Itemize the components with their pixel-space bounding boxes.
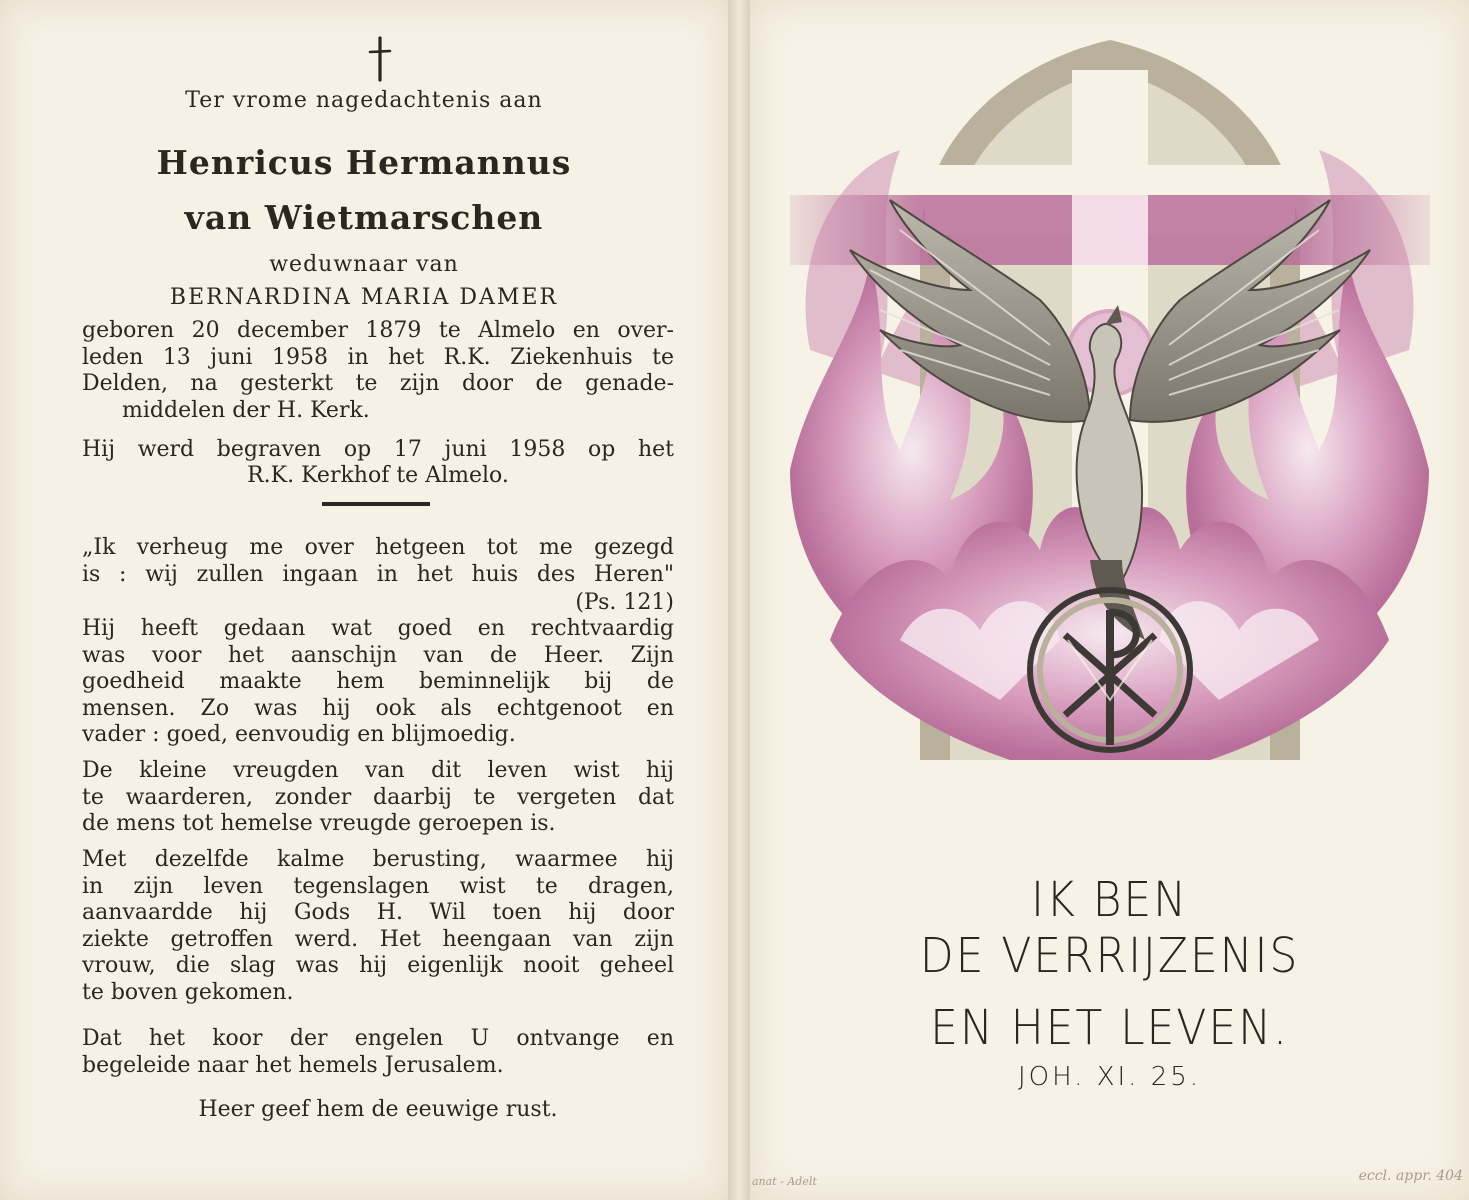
divider <box>322 502 430 506</box>
verse-reference: JOH. XI. 25. <box>1017 1062 1202 1092</box>
intro-line: Ter vrome nagedachtenis aan <box>185 88 543 113</box>
quote-line: „Ik verheug me over hetgeen tot me gezegd <box>82 535 674 560</box>
relation-line: weduwnaar van <box>269 252 459 277</box>
paragraph-line: de mens tot hemelse vreugde geroepen is. <box>82 811 556 836</box>
verse-line-3: EN HET LEVEN. <box>930 1000 1289 1056</box>
quote-line: is : wij zullen ingaan in het huis des Heren" <box>82 561 674 587</box>
paragraph-line: mensen. Zo was hij ook als echtgenoot en <box>82 695 674 721</box>
paragraph-line: te waarderen, zonder daarbij te vergeten dat <box>82 784 674 810</box>
publisher-imprint: anat - Adelt <box>752 1175 817 1188</box>
paragraph-line: was voor het aanschijn van de Heer. Zijn <box>82 642 674 668</box>
approval-mark: eccl. appr. 404 <box>1358 1168 1463 1184</box>
card-fold <box>728 0 750 1200</box>
bio-line: middelen der H. Kerk. <box>122 397 370 423</box>
bio-line: geboren 20 december 1879 te Almelo en over- <box>82 318 674 343</box>
paragraph-line: in zijn leven tegenslagen wist te dragen, <box>82 873 674 899</box>
spouse-name: BERNARDINA MARIA DAMER <box>169 285 559 310</box>
paragraph-line: ziekte getroffen werd. Het heengaan van zijn <box>82 926 674 952</box>
bio-line: leden 13 juni 1958 in het R.K. Ziekenhuis te <box>82 344 674 370</box>
deceased-surname: van Wietmarschen <box>184 198 544 237</box>
quote-reference: (Ps. 121) <box>575 590 674 615</box>
paragraph-line: goedheid maakte hem beminnelijk bij de <box>82 669 674 694</box>
paragraph-line: vrouw, die slag was hij eigenlijk nooit geheel <box>82 953 674 978</box>
memorial-text-card <box>0 0 728 1200</box>
prayer-line: Dat het koor der engelen U ontvange en <box>82 1026 674 1051</box>
paragraph-line: te boven gekomen. <box>82 979 294 1005</box>
burial-place: R.K. Kerkhof te Almelo. <box>247 463 509 488</box>
bio-line: Delden, na gesterkt te zijn door de genade- <box>82 371 674 396</box>
cross-icon <box>360 36 400 82</box>
devotional-image-card <box>750 0 1469 1200</box>
paragraph-line: Hij heeft gedaan wat goed en rechtvaardig <box>82 616 674 641</box>
paragraph-line: De kleine vreugden van dit leven wist hij <box>82 758 674 783</box>
verse-line-1: IK BEN <box>1031 872 1188 928</box>
verse-line-2: DE VERRIJZENIS <box>919 928 1300 984</box>
burial-line: Hij werd begraven op 17 juni 1958 op het <box>82 437 674 462</box>
closing-prayer: Heer geef hem de eeuwige rust. <box>198 1097 558 1122</box>
paragraph-line: vader : goed, eenvoudig en blijmoedig. <box>82 722 516 747</box>
paragraph-line: Met dezelfde kalme berusting, waarmee hij <box>82 847 674 872</box>
phoenix-emblem-illustration <box>750 0 1469 880</box>
deceased-first-names: Henricus Hermannus <box>156 143 572 182</box>
paragraph-line: aanvaardde hij Gods H. Wil toen hij door <box>82 900 674 925</box>
prayer-line: begeleide naar het hemels Jerusalem. <box>82 1052 504 1078</box>
